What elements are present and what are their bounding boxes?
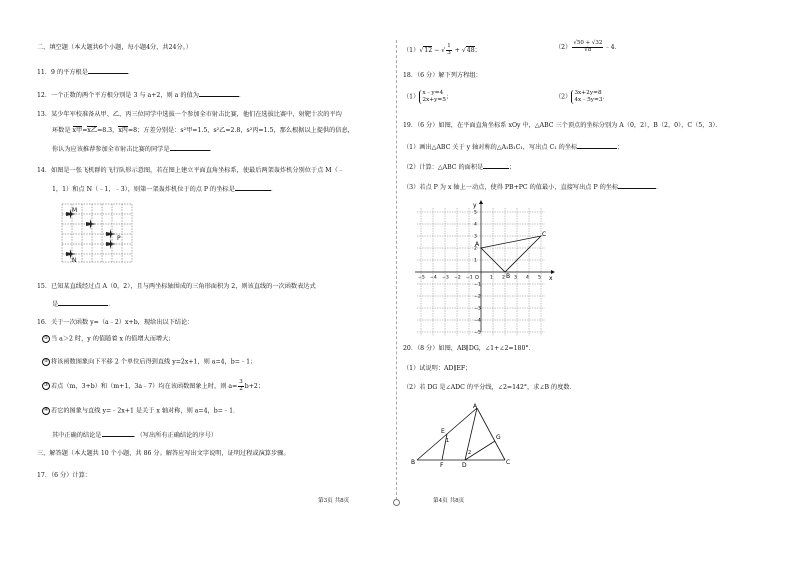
x-axis-label: x — [549, 275, 553, 282]
answer-blank[interactable] — [618, 182, 656, 189]
question-15-line-2: 是 ． — [52, 301, 115, 308]
y-tick-label: −1 — [474, 282, 481, 288]
x-axis-arrow-icon — [551, 270, 555, 274]
question-16-option-2: ② 将该函数图象向下平移 2 个单位后得到直线 y=2x+1，则 a=4，b=﹣1； — [43, 358, 257, 366]
point-a-label: A — [473, 403, 478, 410]
answer-blank[interactable] — [88, 67, 128, 74]
question-16-option-3: ③ 若点（m，3+b）和（m+1，3a﹣7）均在该函数图象上时，则 a= $\frac{3}{2}$ b+2； — [43, 379, 265, 392]
question-19-part-3: （3）若点 P 为 x 轴上一动点，使得 PB+PC 的值最小，直接写出点 P 的坐标 ． — [403, 184, 663, 191]
question-13-line-1: 13．某少年军校准备从甲、乙、丙三位同学中选拔一个参加全市射击比赛，他们在选拔比赛中，射靶十次的平均 — [37, 111, 342, 118]
y-tick-label: 1 — [474, 258, 477, 264]
label-p: P — [117, 235, 121, 242]
question-19-part-2: （2）计算：△ABC 的面积是 ； — [403, 164, 516, 171]
question-20-intro: 20．（8 分）如图，AB∥DG，∠1+∠2=180°． — [403, 345, 535, 352]
mean-bing: x丙 — [118, 127, 128, 134]
question-14-line-1: 14．如图是一张飞机群的飞行队形示意图，若在图上建立平面直角坐标系，使最后两架轰炸机分别位于点 M（﹣ — [37, 167, 344, 174]
mean-yi: x乙 — [87, 127, 98, 134]
question-16-option-1: ① 当 a＞2 时，y 的值随着 x 的值增大而增大； — [43, 335, 175, 343]
point-e-label: E — [441, 428, 445, 435]
question-19-intro: 19．（6 分）如图，在平面直角坐标系 xOy 中，△ABC 三个顶点的坐标分别为 A（0，2），B（2，0），C（5，3）． — [403, 122, 722, 129]
airplane-2-icon — [86, 219, 96, 229]
question-11: 11．9 的平方根是 ． — [37, 69, 135, 76]
angle-1-label: 1 — [446, 438, 450, 444]
question-16-option-4: ④ 若它的图象与直线 y=﹣2x+1 是关于 x 轴对称，则 a=4，b=﹣1． — [43, 407, 240, 415]
vertex-c-label: C — [542, 231, 547, 238]
point-c-label: C — [506, 459, 511, 466]
answer-blank[interactable] — [102, 430, 134, 437]
question-19-part-1: （1）画出△ABC 关于 y 轴对称的△A₁B₁C₁，写出点 C₁ 的坐标 ； — [403, 144, 624, 151]
x-tick-label: 4 — [526, 275, 529, 281]
question-20-part-1: （1）试说明：AD∥EF； — [403, 365, 472, 372]
answer-blank[interactable] — [199, 90, 239, 97]
vertex-a-label: A — [475, 241, 480, 248]
triangle-figure — [409, 402, 519, 468]
question-18-intro: 18．（6 分）解下列方程组： — [403, 72, 482, 79]
y-tick-label: 2 — [474, 246, 477, 252]
x-tick-label: 1 — [490, 275, 493, 281]
y-tick-label: 5 — [474, 210, 477, 216]
question-16-answer-line: 其中正确的结论是 ．（写出所有正确结论的序号） — [52, 432, 218, 439]
question-18-part-1: （1） x﹣y=4 2x+y=5 ； — [403, 90, 453, 103]
airplane-3-icon — [106, 229, 116, 239]
x-tick-label: 5 — [538, 275, 541, 281]
vertex-b-label: B — [506, 273, 511, 280]
x-tick-label: −4 — [430, 275, 437, 281]
point-f-label: F — [440, 462, 444, 468]
y-tick-label: 3 — [474, 234, 477, 240]
origin-label: O — [475, 275, 479, 281]
answer-blank[interactable] — [483, 162, 509, 169]
answer-blank[interactable] — [577, 142, 617, 149]
answer-blank[interactable] — [235, 184, 271, 191]
y-axis-arrow-icon — [479, 200, 483, 204]
question-14-line-2: 1，1）和点 N（﹣1，﹣3），则第一架轰炸机位于的点 P 的坐标是 ． — [52, 186, 277, 193]
question-16-intro: 16．关于一次函数 y=（a﹣2）x+b，现给出以下结论： — [37, 319, 194, 326]
question-12: 12．一个正数的两个平方根分别是 3 与 a+2，则 a 的值为 ． — [37, 92, 246, 99]
right-page — [397, 0, 794, 561]
y-axis-label: y — [473, 202, 477, 209]
x-tick-label: −3 — [442, 275, 449, 281]
answer-blank[interactable] — [170, 144, 210, 151]
equation-system-1: x﹣y=4 2x+y=5 — [419, 90, 446, 104]
question-17-part-1: （1）√12 − √ $\frac{1}{3}$ + √48； — [403, 43, 481, 56]
footer-left-page-number: 第3页 共8页 — [318, 498, 350, 504]
airplane-p-icon — [106, 239, 116, 249]
mean-jia: x甲 — [72, 127, 83, 134]
y-tick-label: 4 — [474, 222, 477, 228]
question-13-line-3: 你认为应该推荐参加全市射击比赛的同学是 ． — [52, 146, 216, 153]
y-tick-label: −4 — [474, 318, 481, 324]
y-tick-label: −3 — [474, 306, 481, 312]
point-b-label: B — [411, 459, 416, 466]
x-tick-label: −2 — [454, 275, 461, 281]
question-17-part-2: （2） $\frac{√50 + √32}{√8}$ ﹣4． — [555, 40, 621, 53]
equation-system-2: 3x+2y=8 4x﹣5y=3 — [571, 90, 602, 104]
question-15-line-1: 15．已知某直线经过点 A（0，2），且与两坐标轴围成的三角形面积为 2，则该直线的一次函数表达式 — [37, 283, 316, 290]
point-g-label: G — [496, 434, 501, 441]
answer-blank[interactable] — [58, 299, 108, 306]
section-2-title: 二、填空题（本大题共6个小题，每小题4分，共24分。） — [37, 44, 192, 51]
y-tick-label: −2 — [474, 294, 481, 300]
point-d-label: D — [462, 462, 467, 468]
coordinate-plane-figure — [409, 198, 559, 336]
x-tick-label: −1 — [466, 275, 473, 281]
y-tick-label: −5 — [474, 330, 481, 336]
x-tick-label: −5 — [418, 275, 425, 281]
x-tick-label: 2 — [502, 275, 505, 281]
angle-2-label: 2 — [468, 450, 472, 456]
airplane-grid-figure — [60, 202, 134, 264]
triangle-abc — [481, 236, 541, 272]
question-20-part-2: （2）若 DG 是∠ADC 的平分线，∠2=142°，求∠B 的度数． — [403, 384, 576, 391]
label-m: M — [72, 207, 78, 214]
section-3-title: 三、解答题（本大题共 10 个小题，共 86 分。解答应写出文字说明，证明过程或演算步骤。 — [37, 450, 290, 457]
question-18-part-2: （2） 3x+2y=8 4x﹣5y=3 ． — [555, 90, 609, 103]
label-n: N — [72, 257, 77, 264]
footer-right-page-number: 第4页 共8页 — [433, 498, 465, 504]
question-13-line-2: 环数是 x甲=x乙=8.3，x丙=8；方差分别是：s²甲=1.5，s²乙=2.8，s²丙=1.5，那么根据以上提供的信息， — [52, 127, 354, 134]
question-17: 17．（6 分）计算： — [37, 472, 91, 479]
x-tick-label: 3 — [514, 275, 517, 281]
